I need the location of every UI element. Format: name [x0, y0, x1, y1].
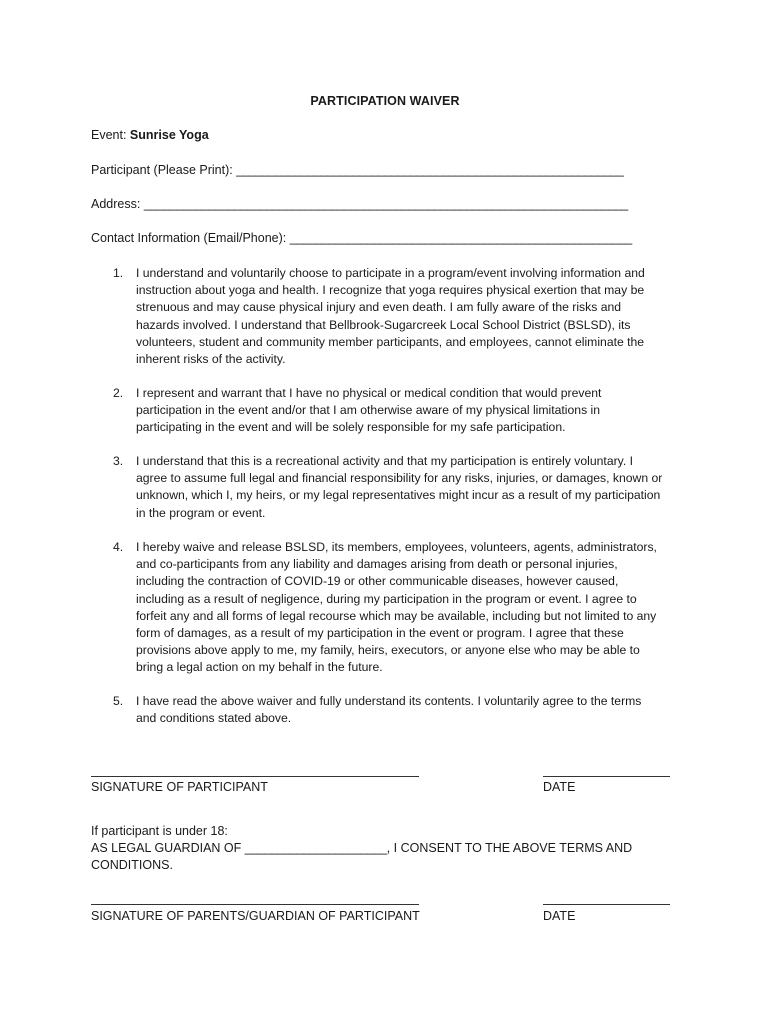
item-line: form of damages, as a result of my participation in the event or program. I agree that these — [136, 626, 624, 641]
minor-intro: If participant is under 18: — [91, 824, 228, 838]
item-line: including as a result of negligence, during my participation in the program or event. I agree to — [136, 591, 637, 606]
item-line: unknown, which I, my heirs, or my legal representatives might incur as a result of my participation — [136, 488, 661, 503]
address-blank: ___________________________________________________________________________ — [143, 197, 628, 211]
item-line: and conditions stated above. — [136, 711, 292, 726]
document-title: PARTICIPATION WAIVER — [310, 94, 460, 108]
item-line: agree to assume full legal and financial responsibility for any risks, injuries, or damages, known or — [136, 471, 663, 486]
address-label: Address: — [91, 197, 141, 211]
contact-blank: _____________________________________________________ — [289, 231, 632, 245]
participant-date-label: DATE — [543, 780, 576, 794]
participant-label: Participant (Please Print): — [91, 163, 233, 177]
item-text — [136, 539, 691, 677]
guardian-suffix: , I CONSENT TO THE ABOVE TERMS AND — [386, 841, 633, 855]
address-line — [91, 197, 628, 211]
item-line: I understand and voluntarily choose to participate in a program/event involving information and — [136, 266, 645, 280]
item-line: I have read the above waiver and fully understand its contents. I voluntarily agree to the terms — [136, 694, 642, 708]
item-line: I understand that this is a recreational activity and that my participation is entirely voluntary. I — [136, 454, 633, 468]
item-line: forfeit any and all forms of legal recourse which may be available, including but not limited to any — [136, 608, 657, 623]
item-line: I hereby waive and release BSLSD, its members, employees, volunteers, agents, administrators, — [136, 540, 657, 554]
event-value: Sunrise Yoga — [129, 128, 209, 142]
item-line: participating in the event and will be solely responsible for my safe participation. — [136, 420, 566, 435]
guardian-signature-label: SIGNATURE OF PARENTS/GUARDIAN OF PARTICIPANT — [91, 909, 420, 923]
participant-line — [91, 163, 623, 177]
participant-blank: ____________________________________________________________ — [236, 163, 624, 177]
guardian-name-blank: ______________________ — [244, 841, 387, 855]
guardian-signature-line — [91, 904, 419, 905]
participant-signature-line — [91, 776, 419, 777]
guardian-date-line — [543, 904, 670, 905]
item-line: I represent and warrant that I have no physical or medical condition that would prevent — [136, 386, 602, 400]
guardian-consent — [91, 823, 632, 874]
guardian-date-label: DATE — [543, 909, 576, 923]
contact-line — [91, 231, 632, 245]
participant-signature-label: SIGNATURE OF PARTICIPANT — [91, 780, 268, 794]
item-number: 4. — [113, 540, 124, 554]
item-line: provisions above apply to me, my family, heirs, executors, or anyone else who may be able to — [136, 643, 640, 658]
item-line: in the program or event. — [136, 505, 266, 520]
item-number: 5. — [113, 694, 124, 708]
event-line — [91, 128, 209, 142]
item-line: instruction about yoga and health. I recognize that yoga requires physical exertion that may be — [136, 283, 645, 298]
item-number: 2. — [113, 386, 124, 400]
guardian-line — [91, 840, 632, 857]
item-number: 1. — [113, 266, 124, 280]
item-text — [136, 265, 691, 368]
item-line: participation in the event and/or that I am otherwise aware of my physical limitations in — [136, 403, 601, 418]
item-text — [136, 385, 691, 437]
participant-date-line — [543, 776, 670, 777]
guardian-prefix: AS LEGAL GUARDIAN OF — [91, 841, 242, 855]
item-line: inherent risks of the activity. — [136, 352, 286, 367]
item-line: hazards involved. I understand that Bellbrook-Sugarcreek Local School District (BSLSD), its — [136, 317, 631, 332]
item-line: and co-participants from any liability and damages arising from death or personal injuries, — [136, 557, 618, 572]
item-text — [136, 693, 691, 727]
item-line: volunteers, student and community member participants, and employees, cannot eliminate the — [136, 334, 645, 349]
guardian-line-2: CONDITIONS. — [91, 858, 173, 872]
item-line: bring a legal action on my behalf in the future. — [136, 660, 383, 675]
item-text — [136, 453, 691, 522]
event-label: Event: — [91, 128, 127, 142]
item-line: strenuous and may cause physical injury and even death. I am fully aware of the risks and — [136, 300, 622, 315]
contact-label: Contact Information (Email/Phone): — [91, 231, 287, 245]
item-line: including the contraction of COVID-19 or other communicable diseases, however caused, — [136, 574, 619, 589]
item-number: 3. — [113, 454, 124, 468]
